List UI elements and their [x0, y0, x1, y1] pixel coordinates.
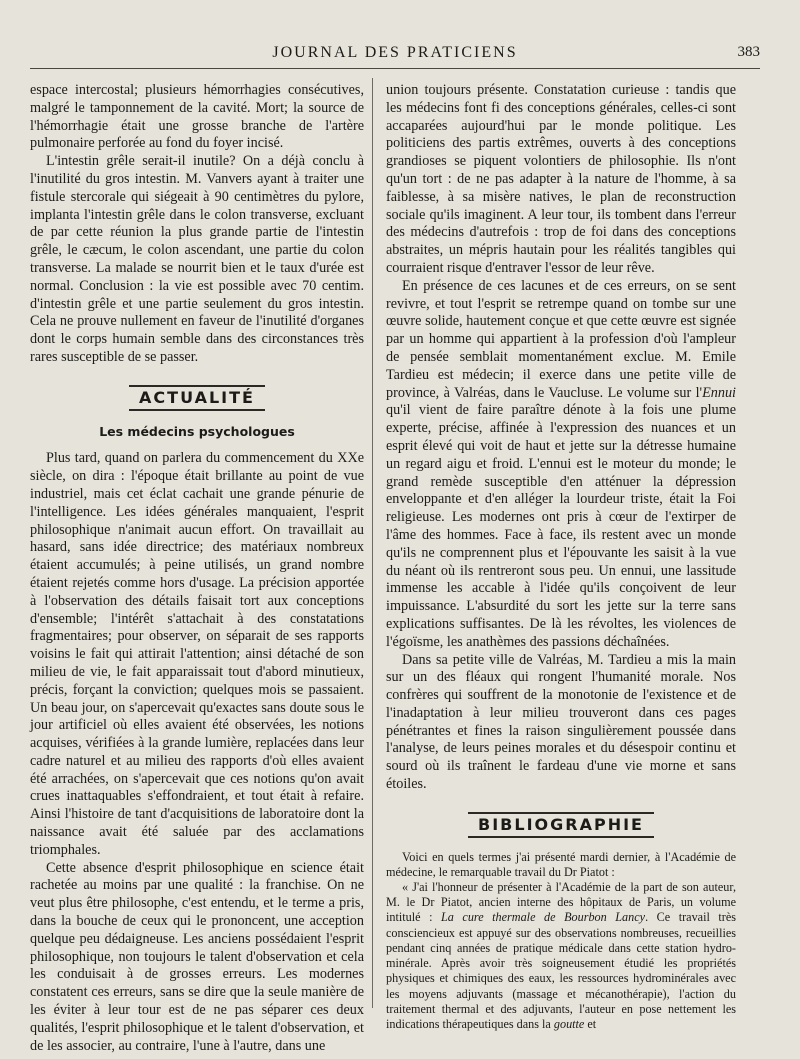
italic-title: La cure thermale de Bourbon Lancy: [441, 910, 646, 925]
left-column: [30, 82, 364, 1055]
paragraph: espace intercostal; plusieurs hémorrhagies consécutives, malgré le tamponnement de la cavité. Mort; la source de l'hémorrhagie était une grosse branche de l'artère pulmonaire perforée au fond du foyer incisé.: [30, 82, 364, 152]
running-header: [30, 40, 760, 69]
paragraph: Voici en quels termes j'ai présenté mardi dernier, à l'Académie de médecine, le remarquable travail du Dr Piatot :: [386, 849, 736, 879]
italic-word: goutte: [553, 1016, 585, 1031]
section-heading: ACTUALITÉ: [30, 385, 364, 411]
paragraph: Cette absence d'esprit philosophique en science était rachetée au moins par une qualité : la franchise. On ne veut plus être philosophe, c'est entendu, et le terme a pris, dans la bouche de ceux qui le prononcent, une acception quelque peu dédaigneuse. Les anciens possédaient l'esprit philosophique, non toujours le talent d'observation et cela les conduisait à de grosses erreurs. Les modernes constatent ces erreurs, sans se dire que la seule manière de les éviter à leur tour est de ne pas séparer ces deux qualités, l'esprit philosophique et le talent d'observation, et de les associer, au contraire, l'une à l'autre, dans une: [30, 859, 364, 1054]
paragraph: Dans sa petite ville de Valréas, M. Tardieu a mis la main sur un des fléaux qui rongent l'humanité morale. Nos confrères qui souffrent de la monotonie de l'existence et de l'inadaptation à leur milieu trouveront dans ces pages pénétrantes et fines la raison singulièrement poussée dans l'analyse, de leurs peines morales et du désespoir continu et sourd où ils traînent le fardeau d'une vie morne et sans étoiles.: [386, 651, 736, 793]
paragraph: « J'ai l'honneur de présenter à l'Académie de la part de son auteur, M. le Dr Piatot, ancien interne des hôpitaux de Paris, un volume intitulé : La cure thermale de Bourbon Lancy. Ce travail très consciencieux est appuyé sur des observations nombreuses, recueillies pendant cinq années de pratique médicale dans cette station hydro-minérale. Après avoir très soigneusement étudié les propriétés physiques et chimiques des eaux, les ressources hydrominérales avec les moyens adjuvants (massage et mécanothérapie), l'action du traitement thermal et des adjuvants, l'auteur en pose nettement les indications thérapeutiques dans la goutte et: [386, 880, 737, 1031]
italic-title: Ennui: [702, 384, 736, 401]
section-heading: BIBLIOGRAPHIE: [386, 812, 736, 838]
page-number: 383: [737, 44, 760, 60]
paragraph: En présence de ces lacunes et de ces erreurs, on se sent revivre, et tout l'esprit se retrempe quand on tombe sur une œuvre solide, hautement conçue et que cette œuvre est signée par un homme qui appartient à la profession d'où l'ampleur de pensée semblait momentanément exclue. M. Emile Tardieu est médecin; il exerce dans une petite ville de province, à Valréas, dans le Vaucluse. Le volume sur l'Ennui qu'il vient de faire paraître dénote à la fois une plume experte, précise, affinée à l'expression des nuances et un esprit élevé qui voit de haut et jette sur la détresse humaine un regard aigu et froid. L'ennui est le moteur du monde; le grand remède susceptible d'en atténuer la dépression enveloppante et d'en alléger la lourdeur triste, était la Foi religieuse. Les modernes ont pris à cœur de l'extirper de l'âme des hommes. Face à face, ils restent avec un monde qu'ils ne comprennent plus et l'épouvante les saisit à la vue du néant où ils rentreront sous peu. Un ennui, une lassitude immense les accable à l'idée qu'ils conçoivent de leur impuissance. L'absurdité du sort les jette sur la terre sans explications suffisantes. De là les révoltes, les violences de l'égoïsme, les anathèmes des passions déchaînées.: [386, 277, 736, 650]
journal-title: JOURNAL DES PRATICIENS: [272, 44, 518, 61]
paragraph: union toujours présente. Constatation curieuse : tandis que les médecins font fi des conceptions générales, celles-ci sont accaparées aujourd'hui par le monde politique. Les politiciens des partis extrêmes, ouverts à des conceptions grandioses se piquent volontiers de philosophie. Ils n'ont qu'un tort : de ne pas adapter à la nature de l'homme, à sa faiblesse, à sa misère natives, le plan de reconstruction sociale qu'ils imaginent. A leur tour, ils tombent dans l'erreur des médecins d'autrefois : trop de foi dans des conceptions abstraites, un mépris hautain pour les réalités tangibles qui courraient risque d'entraver l'essor de leur rêve.: [386, 82, 736, 276]
column-divider: [372, 78, 373, 1008]
right-column: [386, 82, 736, 1032]
paragraph: Plus tard, quand on parlera du commencement du XXe siècle, on dira : l'époque était brillante au point de vue industriel, mais cet éclat cachait une grande pénurie de l'intelligence. Les idées générales manquaient, l'esprit philosophique n'animait aucun effort. On travaillait au hasard, sans idée directrice; des matériaux nombreux étaient accumulés; à peine utilisés, un grand nombre étaient rejetés comme hors d'usage. La précision apportée à l'observation des détails faisait tort aux conceptions d'ensemble; l'intérêt s'attachait à des constatations fragmentaires; pour observer, on séparait de ses rapports voisins le fait qui attirait l'attention; ainsi détaché de son milieu de vie, le fait apparaissait tout d'abord minutieux, précis, forçant la conviction; quelques mois se passaient. Un beau jour, on s'apercevait qu'exactes sans doute sous le jour artificiel où elles avaient été observées, les notions acquises, vérifiées à la grande lumière, replacées dans leur cadre naturel et au milieu des rapports d'où elles avaient été arrachées, on s'apercevait que ces notions qu'on avait crues inattaquables s'effondraient, et tout était à refaire. Ainsi l'histoire de tant d'acquisitions de laboratoire dont la naissance avait été saluée par des acclamations triomphales.: [30, 450, 364, 858]
subsection-heading: Les médecins psychologues: [99, 423, 295, 439]
paragraph: L'intestin grêle serait-il inutile? On a déjà conclu à l'inutilité du gros intestin. M. Vanvers ayant à traiter une fistule stercorale qui siégeait à 90 centimètres du pylore, implanta l'intestin grêle dans le colon transverse, excluant de par cette réunion la plus grande partie de l'intestin grêle, le cæcum, le colon ascendant, une partie du colon transverse. La malade se nourrit bien et le taux d'urée est normal. Conclusion : la vie est possible avec 70 centim. d'intestin grêle et une partie seulement du gros intestin. Cela ne prouve nullement en faveur de l'inutilité d'organes dont le corps humain semble dans des circonstances très rares susceptible de se passer.: [30, 153, 364, 365]
